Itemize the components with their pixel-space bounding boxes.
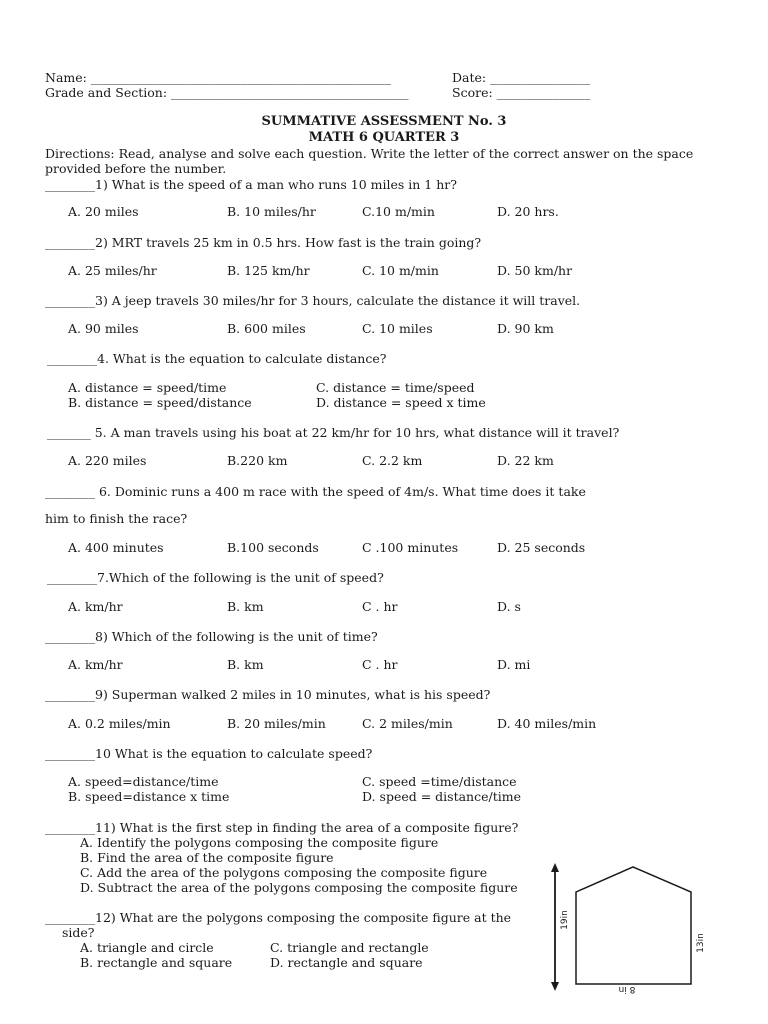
question-6-continued: him to finish the race? bbox=[45, 511, 188, 526]
q8-option-a: A. km/hr bbox=[68, 657, 123, 672]
q11-option-d: D. Subtract the area of the polygons composing the composite figure bbox=[80, 880, 518, 895]
question-9: ________9) Superman walked 2 miles in 10 minutes, what is his speed? bbox=[45, 687, 491, 702]
q9-option-c: C. 2 miles/min bbox=[362, 716, 453, 731]
q1-option-b: B. 10 miles/hr bbox=[227, 204, 316, 219]
q7-option-b: B. km bbox=[227, 599, 264, 614]
score-field-label: Score: _______________ bbox=[452, 85, 591, 100]
q7-option-a: A. km/hr bbox=[68, 599, 123, 614]
q7-option-c: C . hr bbox=[362, 599, 398, 614]
q10-option-d: D. speed = distance/time bbox=[362, 789, 521, 804]
question-5: _______ 5. A man travels using his boat at 22 km/hr for 10 hrs, what distance will it travel? bbox=[47, 425, 620, 440]
q3-option-a: A. 90 miles bbox=[68, 321, 139, 336]
q6-option-c: C .100 minutes bbox=[362, 540, 459, 555]
q6-option-b: B.100 seconds bbox=[227, 540, 319, 555]
q8-option-b: B. km bbox=[227, 657, 264, 672]
q10-option-a: A. speed=distance/time bbox=[68, 774, 219, 789]
q12-option-b: B. rectangle and square bbox=[80, 955, 233, 970]
height-arrow-bottom-icon bbox=[551, 982, 559, 991]
q4-option-c: C. distance = time/speed bbox=[316, 380, 475, 395]
composite-figure-outline bbox=[576, 867, 691, 984]
q5-option-a: A. 220 miles bbox=[68, 453, 147, 468]
name-field-label: Name: ________________________________________________ bbox=[45, 70, 391, 85]
q12-option-a: A. triangle and circle bbox=[80, 940, 214, 955]
q2-option-b: B. 125 km/hr bbox=[227, 263, 310, 278]
question-1: ________1) What is the speed of a man who runs 10 miles in 1 hr? bbox=[45, 177, 457, 192]
q9-option-a: A. 0.2 miles/min bbox=[68, 716, 171, 731]
q3-option-c: C. 10 miles bbox=[362, 321, 433, 336]
q11-option-c: C. Add the area of the polygons composing the composite figure bbox=[80, 865, 488, 880]
q5-option-c: C. 2.2 km bbox=[362, 453, 423, 468]
q10-option-b: B. speed=distance x time bbox=[68, 789, 230, 804]
question-11: ________11) What is the first step in finding the area of a composite figure? bbox=[45, 820, 519, 835]
q4-option-d: D. distance = speed x time bbox=[316, 395, 486, 410]
q5-option-d: D. 22 km bbox=[497, 453, 554, 468]
q8-option-c: C . hr bbox=[362, 657, 398, 672]
q6-option-a: A. 400 minutes bbox=[68, 540, 164, 555]
question-4: ________4. What is the equation to calculate distance? bbox=[47, 351, 387, 366]
q6-option-d: D. 25 seconds bbox=[497, 540, 586, 555]
q1-option-d: D. 20 hrs. bbox=[497, 204, 559, 219]
q9-option-d: D. 40 miles/min bbox=[497, 716, 597, 731]
question-12-continued: side? bbox=[62, 925, 95, 940]
q5-option-b: B.220 km bbox=[227, 453, 288, 468]
directions: Directions: Read, analyse and solve each question. Write the letter of the correct answer on the space provided before the number. bbox=[45, 146, 694, 176]
q4-option-b: B. distance = speed/distance bbox=[68, 395, 252, 410]
q7-option-d: D. s bbox=[497, 599, 521, 614]
q3-option-b: B. 600 miles bbox=[227, 321, 306, 336]
question-7: ________7.Which of the following is the unit of speed? bbox=[47, 570, 384, 585]
q11-option-b: B. Find the area of the composite figure bbox=[80, 850, 334, 865]
side-label: 13in bbox=[696, 933, 706, 953]
question-2: ________2) MRT travels 25 km in 0.5 hrs. How fast is the train going? bbox=[45, 235, 482, 250]
q4-option-a: A. distance = speed/time bbox=[68, 380, 227, 395]
q12-option-d: D. rectangle and square bbox=[270, 955, 423, 970]
page-title: SUMMATIVE ASSESSMENT No. 3 bbox=[261, 114, 507, 129]
question-3: ________3) A jeep travels 30 miles/hr for 3 hours, calculate the distance it will travel. bbox=[45, 293, 581, 308]
width-label: 8 in bbox=[618, 984, 636, 994]
date-field-label: Date: ________________ bbox=[452, 70, 591, 85]
question-10: ________10 What is the equation to calculate speed? bbox=[45, 746, 373, 761]
q2-option-d: D. 50 km/hr bbox=[497, 263, 573, 278]
question-6: ________ 6. Dominic runs a 400 m race with the speed of 4m/s. What time does it take bbox=[45, 484, 586, 499]
composite-figure bbox=[540, 862, 710, 1022]
page-subtitle: MATH 6 QUARTER 3 bbox=[308, 130, 460, 145]
q11-option-a: A. Identify the polygons composing the composite figure bbox=[80, 835, 439, 850]
grade-section-field-label: Grade and Section: ______________________________________ bbox=[45, 85, 409, 100]
height-arrow-top-icon bbox=[551, 863, 559, 872]
height-label: 19in bbox=[560, 910, 570, 930]
q9-option-b: B. 20 miles/min bbox=[227, 716, 326, 731]
q12-option-c: C. triangle and rectangle bbox=[270, 940, 429, 955]
q1-option-c: C.10 m/min bbox=[362, 204, 435, 219]
q3-option-d: D. 90 km bbox=[497, 321, 554, 336]
question-12: ________12) What are the polygons composing the composite figure at the bbox=[45, 910, 512, 925]
q10-option-c: C. speed =time/distance bbox=[362, 774, 517, 789]
q2-option-a: A. 25 miles/hr bbox=[68, 263, 157, 278]
q2-option-c: C. 10 m/min bbox=[362, 263, 439, 278]
q8-option-d: D. mi bbox=[497, 657, 531, 672]
q1-option-a: A. 20 miles bbox=[68, 204, 139, 219]
question-8: ________8) Which of the following is the unit of time? bbox=[45, 629, 378, 644]
